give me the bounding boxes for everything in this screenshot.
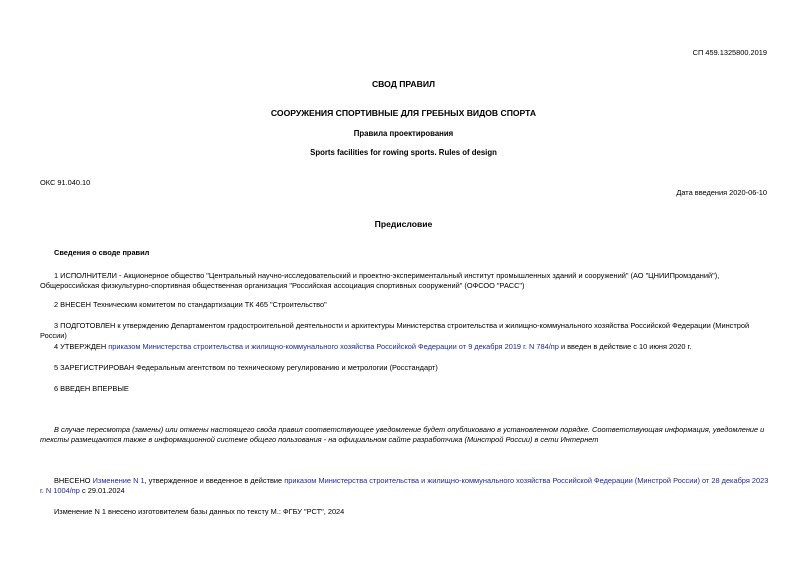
paragraph-2	[40, 300, 769, 310]
paragraph-4	[40, 342, 769, 352]
p6-lead: 6	[54, 384, 61, 393]
paragraph-1	[40, 271, 769, 292]
p2-key: ВНЕСЕН	[60, 300, 91, 309]
english-title: Sports facilities for rowing sports. Rules of design	[310, 148, 497, 157]
p1-key: ИСПОЛНИТЕЛИ	[60, 271, 117, 280]
document-code: СП 459.1325800.2019	[692, 48, 767, 57]
p2-text: Техническим комитетом по стандартизации ТК 465 "Строительство"	[90, 300, 327, 309]
amend-text-2: с 29.01.2024	[79, 486, 125, 496]
p3-lead: 3	[54, 321, 61, 330]
p4-text: и введен в действие с 10 июня 2020 г.	[558, 342, 692, 351]
amendment-order-link[interactable]: приказом Министерства строительства и жилищно-коммунального хозяйства Российской Федерации (Минстрой России) от 28 декабря 2023 г. N 1004/пр	[40, 476, 769, 496]
p5-text: Федеральным агентством по техническому регулированию и метрологии (Росстандарт)	[134, 363, 438, 372]
amendment-link[interactable]: Изменение N 1	[90, 476, 145, 485]
revision-note: В случае пересмотра (замены) или отмены настоящего свода правил соответствующее уведомление будет опубликовано в установленном порядке. Соответствующая информация, уведомление и тексты размещаются также в информационной системе общего пользования - на официальном сайте разработчика (Минстрой России) в сети Интернет	[40, 425, 765, 445]
amendment-paragraph	[40, 476, 769, 497]
p4-order-link[interactable]: приказом Министерства строительства и жилищно-коммунального хозяйства Российской Федерации от 9 декабря 2019 г. N 784/пр	[106, 342, 559, 351]
p1-lead: 1	[54, 271, 61, 280]
p3-key: ПОДГОТОВЛЕН	[60, 321, 116, 330]
p6-key: ВВЕДЕН ВПЕРВЫЕ	[60, 384, 129, 393]
p2-lead: 2	[54, 300, 61, 309]
paragraph-6	[40, 384, 769, 394]
set-title: СВОД ПРАВИЛ	[371, 79, 436, 89]
p4-lead: 4	[54, 342, 61, 351]
p1-text: - Акционерное общество "Центральный научно-исследовательский и проектно-экспериментальный институт промышленных зданий и сооружений" (АО "ЦНИИПромзданий"), Общероссийская физкультурно-спортивная общественная организация "Российская ассоциация спортивных сооружений" (ОФСОО "РАСС")	[40, 271, 720, 291]
amendment-source-note: Изменение N 1 внесено изготовителем базы данных по тексту М.: ФГБУ "РСТ", 2024	[54, 507, 345, 516]
info-heading: Сведения о своде правил	[54, 248, 150, 257]
paragraph-3	[40, 321, 769, 342]
main-title: СООРУЖЕНИЯ СПОРТИВНЫЕ ДЛЯ ГРЕБНЫХ ВИДОВ СПОРТА	[270, 108, 537, 118]
intro-date: Дата введения 2020-06-10	[676, 188, 767, 197]
paragraph-5	[40, 363, 769, 373]
p4-key: УТВЕРЖДЕН	[60, 342, 107, 351]
amend-key: ВНЕСЕНО	[54, 476, 91, 485]
p5-key: ЗАРЕГИСТРИРОВАН	[60, 363, 135, 372]
subtitle: Правила проектирования	[353, 129, 454, 138]
preface-heading: Предисловие	[374, 219, 433, 229]
oks-code: ОКС 91.040.10	[40, 178, 91, 187]
p3-text: к утверждению Департаментом градостроительной деятельности и архитектуры Министерства строительства и жилищно-коммунального хозяйства Российской Федерации (Минстрой России)	[40, 321, 750, 341]
amend-text-1: , утвержденное и введенное в действие	[144, 476, 283, 485]
p5-lead: 5	[54, 363, 61, 372]
